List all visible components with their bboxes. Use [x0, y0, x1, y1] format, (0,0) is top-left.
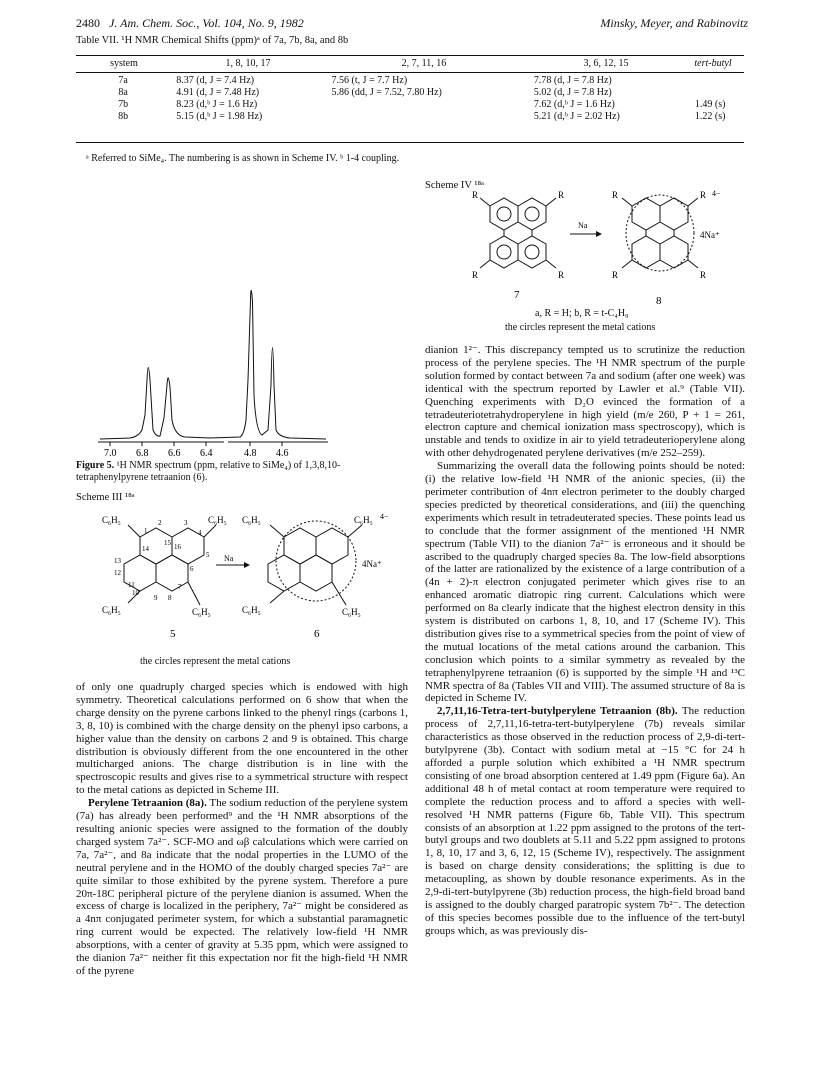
paragraph-text: The reduction process of 2,7,11,16-tetra-tert-butylperylene (7b) reveals similar characteristics as those observed in the reduction process of 2,9-di-tert-butylpyrene (3b). Contact with sodium metal at −15 °C for 24 h afforded a purple solution which exhibited a ¹H NMR spectrum consisting of one broad absorption centered at 1.49 ppm (Figure 6a). An additional 48 h of metal contact at room temperature were required to complete the reduction process and to afford a species with well-resolved ¹H NMR patterns (Figure 6b, Table VII). This spectrum consists of an absorption at 1.22 ppm assigned to the protons of the tert-butyl groups and two doublets at 5.11 and 5.22 ppm assigned to protons 1, 8, 10, 17 and 3, 6, 12, 15 (Scheme IV), respectively. The assignment is based on charge density considerations; the splitting is due to metacoupling, as shown by double resonance experiments. As in the 2,9-di-tert-butylpyrene (3b) reduction process, the high-field broad band is assigned to the doubly charged paratropic system 7b²⁻. The detection of this species becomes possible due to the influence of the tert-butyl groups which, as was previously dis- — [425, 705, 745, 937]
table-bottom-rule — [76, 142, 744, 143]
ring-number: 12 — [114, 569, 121, 577]
reagent-label: Na — [578, 221, 588, 230]
ring — [632, 198, 660, 230]
bond — [688, 198, 698, 206]
aromatic-circle — [497, 245, 511, 259]
table-cell: 5.86 (dd, J = 7.52, 7.80 Hz) — [331, 87, 442, 98]
tick-label: 6.8 — [136, 448, 149, 459]
scheme3-note: the circles represent the metal cations — [140, 656, 291, 667]
bond — [546, 260, 556, 268]
page-number: 2480 — [76, 16, 100, 30]
substituent-label: R — [558, 270, 565, 280]
table-header-rule — [76, 72, 744, 73]
scheme4-legend: a, R = H; b, R = t-C₄H₉ — [535, 308, 629, 319]
table-header-cell: system — [110, 58, 138, 69]
table-top-rule — [76, 55, 744, 56]
ring — [518, 236, 546, 268]
table-header-cell: 3, 6, 12, 15 — [583, 58, 629, 69]
table-header-cell: 1, 8, 10, 17 — [225, 58, 271, 69]
substituent-label: R — [700, 270, 707, 280]
table-row — [76, 75, 744, 87]
table-cell: 7.78 (d, J = 7.8 Hz) — [533, 75, 612, 86]
substituent-label: R — [700, 190, 707, 200]
journal-citation: J. Am. Chem. Soc., Vol. 104, No. 9, 1982 — [109, 16, 304, 30]
ring-number: 7 — [178, 583, 182, 591]
charge-label: 4− — [712, 189, 721, 198]
substituent-label: C₆H₅ — [208, 515, 227, 525]
bond — [622, 198, 632, 206]
table-cell — [326, 99, 528, 111]
bond — [622, 260, 632, 268]
table-cell: 5.21 (d,ᵇ J = 2.02 Hz) — [533, 111, 620, 122]
counterion-label: 4Na⁺ — [700, 230, 720, 240]
left-column — [76, 681, 408, 978]
table-cell — [326, 111, 528, 123]
ring-number: 11 — [128, 581, 135, 589]
bond — [348, 525, 362, 537]
aromatic-circle — [525, 207, 539, 221]
table-header-cell: tert-butyl — [694, 58, 732, 69]
table-footnote: ᵃ Referred to SiMe₄. The numbering is as shown in Scheme IV. ᵇ 1-4 coupling. — [86, 153, 400, 164]
table-header-row — [76, 58, 744, 70]
bond — [270, 525, 284, 537]
paragraph: dianion 1²⁻. This discrepancy tempted us to scrutinize the reduction process of the perylene species. The ¹H NMR spectrum of the purple solution formed by contact between 7a and sodium (after one week) was identical with the spectrum reported by Lawler et al.⁹ (Table VII). Quenching experiments with D₂O evinced the formation of a tetradeuteriotetrahydroperylene in high yield (m/e 260, P + 1 = 261, electron capture and chemical ionization mass spectroscopy), which is unstable and tends to oxidize in air to yield tetradeuterioperylene along with other dehydrogenated perylene derivatives (m/e 252–259). — [425, 344, 745, 460]
table-caption: Table VII. ¹H NMR Chemical Shifts (ppm)ᵃ of 7a, 7b, 8a, and 8b — [76, 35, 349, 46]
reagent-label: Na — [224, 554, 234, 563]
ring-number: 6 — [190, 565, 194, 573]
ring-number: 13 — [114, 557, 121, 565]
charge-label: 4− — [380, 512, 389, 521]
substituent-label: R — [558, 190, 565, 200]
ring — [490, 236, 518, 268]
substituent-label: R — [612, 270, 619, 280]
running-header-authors: Minsky, Meyer, and Rabinovitz — [600, 16, 748, 30]
bond — [332, 582, 346, 605]
table-cell: 8a — [118, 87, 128, 98]
ring — [156, 555, 188, 591]
scheme3-title: Scheme III ¹⁸ᵃ — [76, 492, 135, 503]
compound-number-7: 7 — [514, 289, 520, 301]
tick-label: 6.4 — [200, 448, 213, 459]
ring — [518, 198, 546, 230]
compound-number-8: 8 — [656, 295, 662, 307]
substituent-label: C₆H₅ — [192, 607, 211, 617]
ring-number: 14 — [142, 545, 149, 553]
paragraph — [425, 705, 745, 937]
substituent-label: C₆H₅ — [342, 607, 361, 617]
ring — [268, 555, 300, 591]
table-cell: 1.49 (s) — [694, 99, 726, 110]
table-row — [76, 111, 744, 123]
table-cell — [695, 75, 744, 87]
table-row — [76, 99, 744, 111]
table-cell: 8b — [118, 111, 129, 122]
spectrum-trace — [100, 290, 326, 439]
scheme3-diagram — [100, 505, 400, 655]
bond — [128, 525, 140, 537]
aromatic-circle — [497, 207, 511, 221]
substituent-label: C₆H₅ — [102, 515, 121, 525]
ring-number: 16 — [174, 543, 181, 551]
bond — [480, 260, 490, 268]
paragraph — [76, 797, 408, 978]
aromatic-circle — [525, 245, 539, 259]
ring-number: 10 — [132, 589, 139, 597]
substituent-label: C₆H₅ — [242, 515, 261, 525]
table-cell: 7a — [118, 75, 128, 86]
bond — [546, 198, 556, 206]
substituent-label: R — [612, 190, 619, 200]
ring-number: 1 — [144, 527, 148, 535]
bond — [480, 198, 490, 206]
paragraph-text: The sodium reduction of the perylene system (7a) has already been performed⁹ and the ¹H NMR absorptions of the resulting anionic species were assigned to the formation of the doubly charged system 7a²⁻. SCF-MO and ωβ calculations which were carried on 7a, 7a²⁻, and 8a indicate that the nodal properties in the LUMO of the neutral perylene and in the HOMO of the doubly charged species 7a²⁻ are quite similar to those exhibited by the pyrene system. Therefore a pure 20π-18C peripheral picture of the perylene dianion is assumed. When the excess of charge is localized in the periphery, 7a²⁻ might be considered as a 4nπ conjugated perimeter system, for which a substantial paramagnetic ring current would be expected. The relatively low-field ¹H NMR absorptions, with a center of gravity at 5.35 ppm, which were assigned to the dianion 7a²⁻ neither fit this expectation nor fit the high-field ¹H NMR of the pyrene — [76, 797, 408, 977]
ring-number: 3 — [184, 519, 188, 527]
perylene-left — [480, 198, 556, 268]
ring-number: 2 — [158, 519, 162, 527]
section-heading: 2,7,11,16-Tetra-tert-butylperylene Tetraanion (8b). — [437, 705, 678, 718]
figure5-label: Figure 5. — [76, 460, 115, 471]
bond — [688, 260, 698, 268]
ring — [632, 236, 660, 268]
substituent-label: R — [472, 270, 479, 280]
figure5-caption — [76, 460, 408, 484]
table-cell: 1.22 (s) — [694, 111, 726, 122]
table-cell: 7.62 (d,ᵇ J = 1.6 Hz) — [533, 99, 615, 110]
table-cell: 4.91 (d, J = 7.48 Hz) — [176, 87, 260, 98]
figure5-text: ¹H NMR spectrum (ppm, relative to SiMe₄) of 1,3,8,10-tetraphenylpyrene tetraanion (6). — [76, 460, 341, 483]
table-cell: 8.23 (d,ᵇ J = 1.6 Hz) — [176, 99, 258, 110]
bond — [270, 591, 284, 603]
right-column — [425, 344, 745, 938]
ring-number: 5 — [206, 551, 210, 559]
table-header-cell: 2, 7, 11, 16 — [401, 58, 447, 69]
table-cell: 7.56 (t, J = 7.7 Hz) — [331, 75, 408, 86]
substituent-label: C₆H₅ — [354, 515, 373, 525]
table-row — [76, 87, 744, 99]
bond — [188, 582, 200, 605]
ring — [490, 198, 518, 230]
table-cell: 5.15 (d,ᵇ J = 1.98 Hz) — [176, 111, 263, 122]
tick-label: 6.6 — [168, 448, 181, 459]
substituent-label: C₆H₅ — [242, 605, 261, 615]
tick-label: 4.6 — [276, 448, 289, 459]
perylene-right — [622, 195, 698, 271]
ring-number: 15 — [164, 539, 171, 547]
tick-label: 4.8 — [244, 448, 257, 459]
arrowhead — [596, 231, 602, 237]
pyrene-right — [268, 521, 362, 605]
table-cell: 8.37 (d, J = 7.4 Hz) — [176, 75, 255, 86]
scheme4-title: Scheme IV ¹⁸ᵃ — [425, 180, 485, 191]
paragraph: Summarizing the overall data the following points should be noted: (i) the relative low-field ¹H NMR of the anionic species, (ii) the perimeter contribution of 4nπ electron perimeter to the doubly charged species predicted by theoretical considerations, and (iii) the quenching experiments which result in tetradeuterated species. These points lead us to conclude that the former assignment of the mentioned ¹H NMR spectrum (Table VII) to the dianion 7a²⁻ is erroneous and it should be ascribed to the quadruply charged species 8a. The low-field absorptions of the latter are rationalized by the existence of a large contribution of a (4n + 2)-π electron conjugated perimeter which gives rise to an enhanced aromatic diatropic ring current. Calculations which were performed on 8a clearly indicate that the highest electron density in this system is distributed on carbons 1, 8, 10, and 17 (Scheme IV). This distribution gives rise to a symmetrical species from the point of view of the mutual locations of the metal cations around the carbanion. This conclusion which points to a similar symmetry as revealed by the tetraphenylpyrene tetraanion (6) is supported by the simple ¹H and ¹³C NMR spectra of 8a (Tables VII and VIII). The assumed structure of 8a is depicted in Scheme IV. — [425, 460, 745, 705]
scheme4-note: the circles represent the metal cations — [505, 322, 656, 333]
ring — [284, 528, 316, 564]
table-body — [76, 75, 744, 123]
ring — [660, 198, 688, 230]
substituent-label: C₆H₅ — [102, 605, 121, 615]
ring-number: 8 — [168, 594, 172, 602]
counterion-label: 4Na⁺ — [362, 559, 382, 569]
ring-number: 9 — [154, 594, 158, 602]
scheme4-diagram — [450, 188, 740, 328]
table-cell: 5.02 (d, J = 7.8 Hz) — [533, 87, 612, 98]
ring-number: 4 — [198, 529, 202, 537]
section-heading: Perylene Tetraanion (8a). — [88, 797, 207, 810]
tick-label: 7.0 — [104, 448, 117, 459]
paragraph: of only one quadruply charged species which is endowed with high symmetry. Theoretical calculations performed on 6 show that when the charge density on the pyrene carbons linked to the phenyl rings (carbons 1, 3, 8, 10) is combined with the charge density on the phenyl ipso carbons, a higher value than the density on carbons 2 and 9 is obtained. This charge distribution is obviously different from the one encountered in the other multicharged anions. The charge distribution is in line with the spectroscopic results and gives rise to a symmetrical structure with respect to the metal cations as depicted in Scheme III. — [76, 681, 408, 797]
substituent-label: R — [472, 190, 479, 200]
ring — [316, 528, 348, 564]
arrowhead — [244, 562, 250, 568]
ring — [660, 236, 688, 268]
compound-number-6: 6 — [314, 628, 320, 640]
table-cell: 7b — [118, 99, 129, 110]
ring — [300, 555, 332, 591]
figure5-spectrum — [90, 180, 390, 460]
bond — [204, 525, 216, 537]
compound-number-5: 5 — [170, 628, 176, 640]
running-header-left — [76, 16, 304, 31]
table-cell — [695, 87, 744, 99]
